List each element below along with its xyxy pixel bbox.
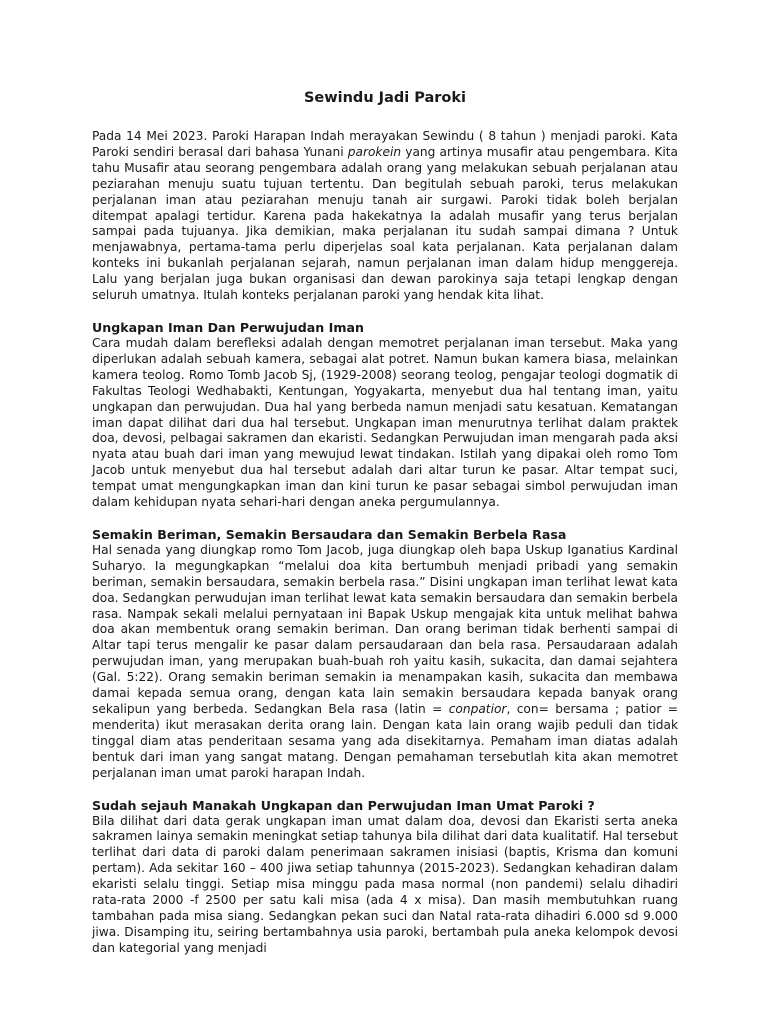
document-page: [92, 88, 678, 957]
intro-italic-term: parokein: [347, 144, 402, 159]
section-body: [92, 543, 678, 782]
section-body: Bila dilihat dari data gerak ungkapan iman umat dalam doa, devosi dan Ekaristi serta aneka sakramen lainya semakin meningkat setiap tahunya bila dilihat dari data kualitatif. Hal tersebut terlihat dari data di paroki dalam penerimaan sakramen inisiasi (baptis, Krisma dan komuni pertam). Ada sekitar 160 – 400 jiwa setiap tahunnya (2015-2023). Sedangkan kehadiran dalam ekaristi selalu tinggi. Setiap misa minggu pada masa normal (non pandemi) selalu dihadiri rata-rata 2000 -f 2500 per satu kali misa (ada 4 x misa). Dan masih membutuhkan ruang tambahan pada misa siang. Sedangkan pekan suci dan Natal rata-rata dihadiri 6.000 sd 9.000 jiwa. Disamping itu, seiring bertambahnya usia paroki, bertambah pula aneka kelompok devosi dan kategorial yang menjadi: [92, 813, 678, 955]
section-heading: Sudah sejauh Manakah Ungkapan dan Perwujudan Iman Umat Paroki ?: [92, 797, 595, 813]
section-ungkapan-iman: [92, 320, 678, 511]
section-sudah-sejauh-manakah: [92, 798, 678, 957]
document-title: Sewindu Jadi Paroki: [303, 90, 467, 106]
intro-text-2: yang artinya musafir atau pengembara. Kita tahu Musafir atau seorang pengembara adalah orang yang melakukan sebuah perjalanan atau peziarahan menuju suatu tujuan tertentu. Dan begitulah sebuah paroki, terus melakukan perjalanan iman atau peziarahan menuju tanah air surgawi. Paroki tidak boleh berjalan ditempat apalagi tertidur. Karena pada hakekatnya Ia adalah musafir yang terus berjalan sampai pada tujuanya. Jika demikian, maka perjalanan itu sudah sampai dimana ? Untuk menjawabnya, pertama-tama perlu diperjelas soal kata perjalanan. Kata perjalanan dalam konteks ini bukanlah perjalanan sejarah, namun perjalanan iman dalam hidup menggereja. Lalu yang berjalan juga bukan organisasi dan dewan parokinya saja tetapi lengkap dengan seluruh umatnya. Itulah konteks perjalanan paroki yang hendak kita lihat.: [92, 144, 678, 303]
section-body-text-2: , con= bersama ; patior = menderita) ikut merasakan derita orang lain. Dengan kata lain orang wajib peduli dan tidak tinggal diam atas penderitaan sesama yang ada disekitarnya. Pemaham iman diatas adalah bentuk dari iman yang sangat matang. Dengan pemahaman tersebutlah kita akan memotret perjalanan iman umat paroki harapan Indah.: [92, 702, 678, 780]
intro-paragraph: [92, 129, 678, 304]
section-heading: Semakin Beriman, Semakin Bersaudara dan Semakin Berbela Rasa: [92, 526, 567, 542]
section-body-text-1: Hal senada yang diungkap romo Tom Jacob, juga diungkap oleh bapa Uskup Iganatius Kardinal Suharyo. Ia megungkapkan “melalui doa kita bertumbuh menjadi pribadi yang semakin beriman, semakin bersaudara, semakin berbela rasa.” Disini ungkapan iman terlihat lewat kata doa. Sedangkan perwudujan iman terlihat lewat kata semakin bersaudara dan semakin berbela rasa. Nampak sekali melalui pernyataan ini Bapak Uskup mengajak kita untuk melihat bahwa doa akan membentuk orang semakin beriman. Dan orang beriman tidak berhenti sampai di Altar tapi terus mengalir ke pasar dalam persaudaraan dan bela rasa. Persaudaraan adalah perwujudan iman, yang merupakan buah-buah roh yaitu kasih, sukacita, dan damai sejahtera (Gal. 5:22). Orang semakin beriman semakin ia menampakan kasih, sukacita dan membawa damai kepada semua orang, dengan kata lain semakin bersaudara kepada banyak orang sekalipun yang berbeda. Sedangkan Bela rasa (latin =: [92, 542, 678, 716]
latin-italic-term: conpatior: [448, 702, 507, 716]
section-body: Cara mudah dalam berefleksi adalah dengan memotret perjalanan iman tersebut. Maka yang diperlukan adalah sebuah kamera, sebagai alat potret. Namun bukan kamera biasa, melainkan kamera teolog. Romo Tomb Jacob Sj, (1929-2008) seorang teolog, pengajar teologi dogmatik di Fakultas Teologi Wedhabakti, Kentungan, Yogyakarta, menyebut dua hal tentang iman, yaitu ungkapan dan perwujudan. Dua hal yang berbeda namun menjadi satu kesatuan. Kematangan iman dapat dilihat dari dua hal tersebut. Ungkapan iman menurutnya terlihat dalam praktek doa, devosi, pelbagai sakramen dan ekaristi. Sedangkan Perwujudan iman mengarah pada aksi nyata atau buah dari iman yang mewujud lewat tindakan. Istilah yang dipakai oleh romo Tom Jacob untuk menyebut dua hal tersebut adalah dari altar turun ke pasar. Altar tempat suci, tempat umat mengungkapkan iman dan kini turun ke pasar sebagai simbol perwujudan iman dalam kehidupan nyata sehari-hari dengan aneka pergumulannya.: [92, 335, 678, 510]
section-heading: Ungkapan Iman Dan Perwujudan Iman: [92, 319, 364, 335]
intro-text-1: Pada 14 Mei 2023. Paroki Harapan Indah merayakan Sewindu ( 8 tahun ) menjadi paroki. Kata Paroki sendiri berasal dari bahasa Yunani: [92, 129, 678, 159]
section-semakin-beriman: [92, 527, 678, 782]
